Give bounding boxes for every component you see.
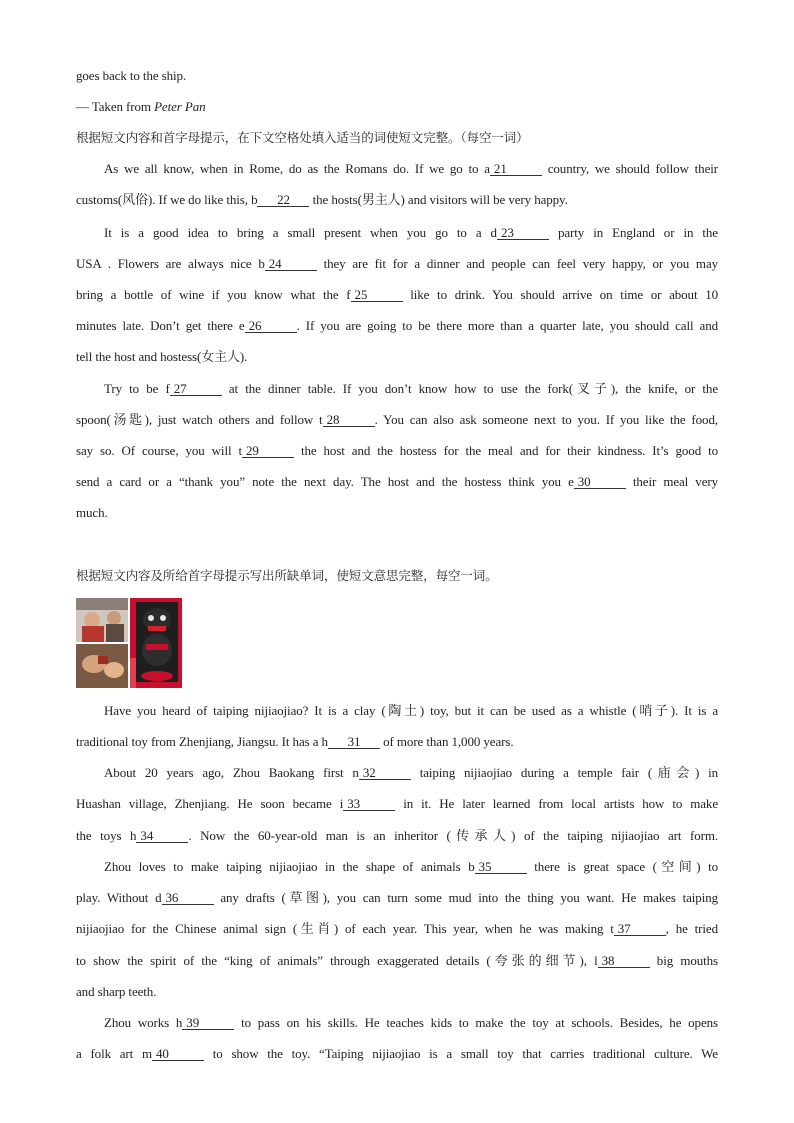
s3-p3-line2: play. Without d 36 any drafts (草图), you can turn some mud into the thing you want. He makes taiping bbox=[76, 890, 719, 905]
blank-32[interactable]: 32 bbox=[359, 766, 411, 780]
s2-p2-line5: tell the host and hostess(女主人). bbox=[76, 349, 248, 364]
blank-33[interactable]: 33 bbox=[343, 797, 395, 811]
blank-27[interactable]: 27 bbox=[170, 382, 222, 396]
blank-35[interactable]: 35 bbox=[475, 860, 527, 874]
s3-p3-line3: nijiaojiao for the Chinese animal sign (生肖) of each year. This year, when he was making t 37 , he tried bbox=[76, 921, 718, 936]
section3-instruction: 根据短文内容及所给首字母提示写出所缺单词，使短文意思完整，每空一词。 bbox=[76, 568, 498, 583]
s3-p3-line5: and sharp teeth. bbox=[76, 984, 157, 999]
blank-34[interactable]: 34 bbox=[136, 829, 188, 843]
blank-26[interactable]: 26 bbox=[245, 319, 297, 333]
blank-31[interactable]: 31 bbox=[328, 735, 380, 749]
s2-p3-line5: much. bbox=[76, 505, 108, 520]
blank-39[interactable]: 39 bbox=[182, 1016, 234, 1030]
blank-38[interactable]: 38 bbox=[598, 954, 650, 968]
blank-25[interactable]: 25 bbox=[351, 288, 403, 302]
s2-p2-line4: minutes late. Don’t get there e 26 . If you are going to be there more than a quarter late, you should call and bbox=[76, 318, 718, 333]
s3-p1-line1: Have you heard of taiping nijiaojiao? It is a clay (陶土) toy, but it can be used as a whistle (哨子). It is a bbox=[104, 703, 718, 718]
clay-toy-photo-collage bbox=[76, 598, 182, 688]
blank-30[interactable]: 30 bbox=[574, 475, 626, 489]
blank-37[interactable]: 37 bbox=[614, 922, 666, 936]
passage-ending: goes back to the ship. bbox=[76, 68, 187, 83]
section2-instruction: 根据短文内容和首字母提示，在下文空格处填入适当的词使短文完整。（每空一词） bbox=[76, 130, 529, 145]
s3-p4-line1: Zhou works h 39 to pass on his skills. He teaches kids to make the toy at schools. Besides, he opens bbox=[104, 1015, 718, 1030]
blank-21[interactable]: 21 bbox=[490, 162, 542, 176]
blank-36[interactable]: 36 bbox=[162, 891, 214, 905]
s3-p2-line1: About 20 years ago, Zhou Baokang first n 32 taiping nijiaojiao during a temple fair (庙会) in bbox=[104, 765, 719, 780]
blank-29[interactable]: 29 bbox=[242, 444, 294, 458]
source-title: Peter Pan bbox=[154, 99, 206, 114]
s2-p3-line2: spoon(汤匙), just watch others and follow t 28 . You can also ask someone next to you. If you like the food, bbox=[76, 412, 718, 427]
s3-p3-line4: to show the spirit of the “king of animals” through exaggerated details (夸张的细节), l 38 big mouths bbox=[76, 953, 718, 968]
s2-p1-line2: customs(风俗). If we do like this, b 22 the hosts(男主人) and visitors will be very happy. bbox=[76, 192, 568, 207]
blank-23[interactable]: 23 bbox=[497, 226, 549, 240]
s2-p3-line3: say so. Of course, you will t 29 the host and the hostess for the meal and for their kindness. It’s good to bbox=[76, 443, 718, 458]
s3-p4-line2: a folk art m 40 to show the toy. “Taiping nijiaojiao is a small toy that carries traditional culture. We bbox=[76, 1046, 718, 1061]
s2-p2-line2: USA . Flowers are always nice b 24 they are fit for a dinner and people can feel very happy, or you may bbox=[76, 256, 719, 271]
s3-p1-line2: traditional toy from Zhenjiang, Jiangsu. It has a h 31 of more than 1,000 years. bbox=[76, 734, 514, 749]
blank-40[interactable]: 40 bbox=[152, 1047, 204, 1061]
s2-p3-line4: send a card or a “thank you” note the next day. The host and the hostess think you e 30 their meal very bbox=[76, 474, 719, 489]
source-line: — Taken from Peter Pan bbox=[76, 99, 206, 114]
blank-22[interactable]: 22 bbox=[257, 193, 309, 207]
s3-p2-line2: Huashan village, Zhenjiang. He soon became i 33 in it. He later learned from local artists how to make bbox=[76, 796, 718, 811]
s2-p1-line1: As we all know, when in Rome, do as the Romans do. If we go to a 21 country, we should follow their bbox=[104, 161, 718, 176]
s3-p3-line1: Zhou loves to make taiping nijiaojiao in the shape of animals b 35 there is great space (空间) to bbox=[104, 859, 718, 874]
blank-28[interactable]: 28 bbox=[323, 413, 375, 427]
blank-24[interactable]: 24 bbox=[265, 257, 317, 271]
s2-p2-line1: It is a good idea to bring a small present when you go to a d 23 party in England or in the bbox=[104, 225, 718, 240]
s2-p3-line1: Try to be f 27 at the dinner table. If you don’t know how to use the fork(叉子), the knife, or the bbox=[104, 381, 718, 396]
s3-p2-line3: the toys h 34 . Now the 60-year-old man is an inheritor (传承人) of the taiping nijiaojiao art form. bbox=[76, 828, 718, 843]
s2-p2-line3: bring a bottle of wine if you know what the f 25 like to drink. You should arrive on time or about 10 bbox=[76, 287, 718, 302]
